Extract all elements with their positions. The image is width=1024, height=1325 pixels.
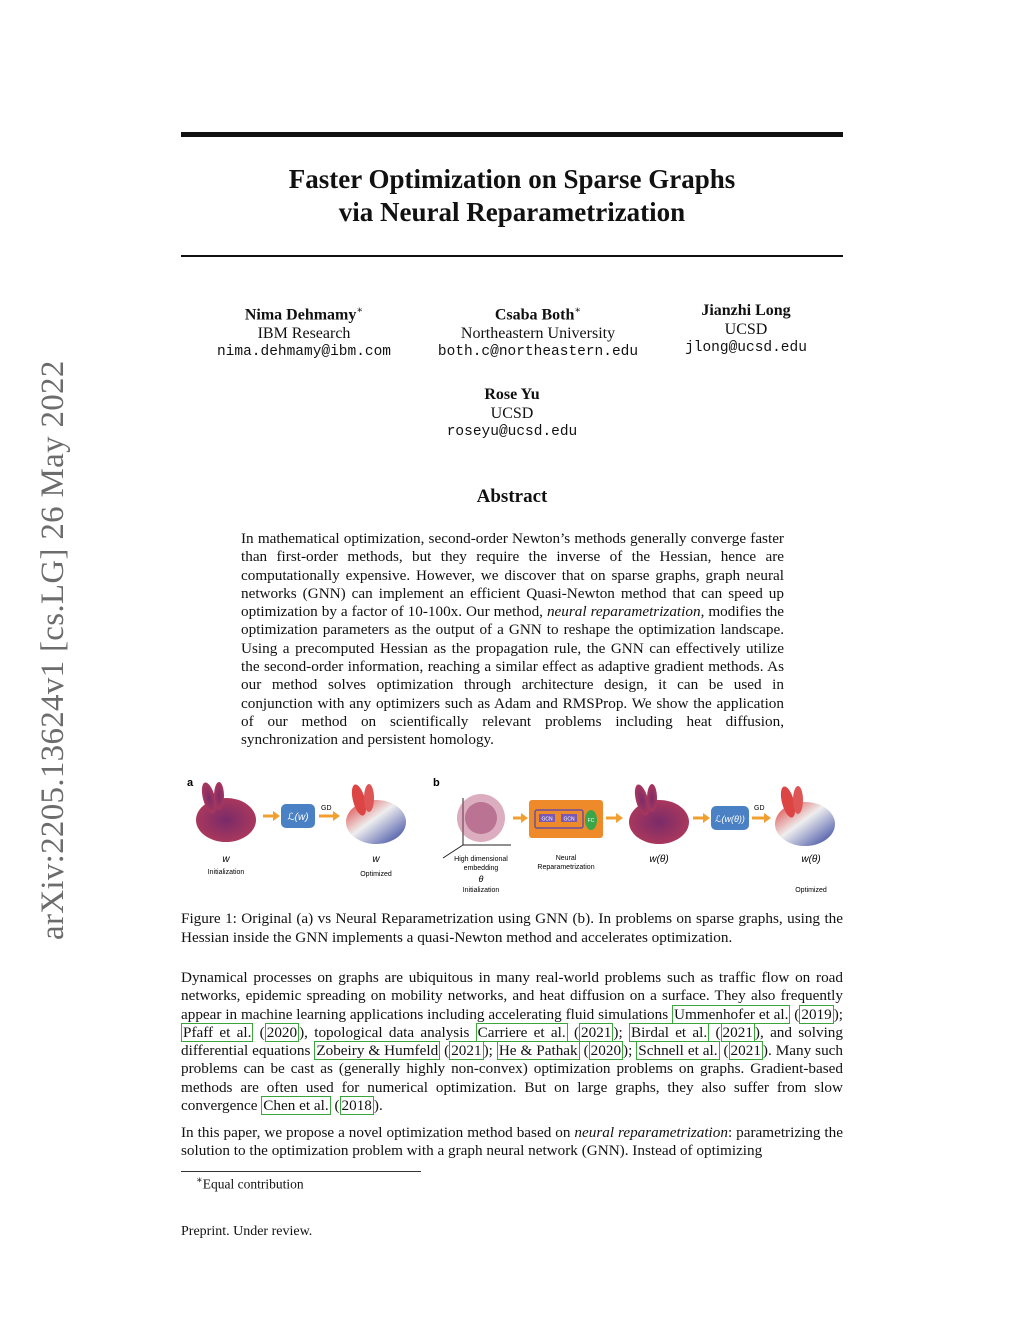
gd-label: GD bbox=[321, 805, 332, 812]
footnote-mark: ∗ bbox=[196, 1175, 203, 1186]
embedding-label: embedding bbox=[463, 865, 499, 872]
author-name: Nima Dehmamy bbox=[244, 306, 357, 324]
equal-contribution-mark: ∗ bbox=[574, 305, 582, 316]
optimized-label: Optimized bbox=[360, 871, 392, 878]
initialization-label: Initialization bbox=[462, 887, 500, 894]
gd-label: GD bbox=[754, 805, 765, 812]
w-symbol: w bbox=[222, 854, 230, 865]
text-run: , and solving differential equations bbox=[181, 1023, 843, 1060]
author-name: Csaba Both bbox=[494, 306, 575, 324]
neural-label: Reparametrization bbox=[537, 864, 595, 871]
author-email[interactable]: both.c@northeastern.edu bbox=[437, 344, 639, 361]
citation-link[interactable]: Zobeiry & Humfeld bbox=[316, 1042, 439, 1060]
abstract-part: In mathematical optimization, second-order Newton’s methods generally converge faster than first-order methods, but they require the inverse of the Hessian, hence are computationally expensive. However, we discover that on sparse graphs, graph neural networks (GNN) can implement an efficient Quasi-Newton method that can speed up optimization by a factor of 10-100x. Our method, bbox=[241, 530, 784, 621]
loss-label: ℒ(w(θ)) bbox=[715, 814, 745, 824]
arrow-icon bbox=[616, 813, 623, 823]
abstract-emphasis: neural reparametrization bbox=[546, 603, 701, 621]
citation-link[interactable]: Carriere et al. bbox=[477, 1023, 566, 1041]
text-run: : parametrizing the solution to the optimization problem with a graph neural network (GNN). Instead of optimizing bbox=[181, 1124, 843, 1160]
abstract-heading: Abstract bbox=[476, 486, 548, 507]
theta-symbol: θ bbox=[478, 874, 484, 884]
preprint-notice: Preprint. Under review. bbox=[181, 1224, 313, 1239]
w-symbol: w bbox=[372, 854, 380, 865]
text-run: . Many such problems can be cast as (generally highly non-convex) optimization problems on graphs. Gradient-based methods are often used for numerical optimization. But on large graphs, they also suffer from slow convergence bbox=[181, 1042, 843, 1115]
gcn-label: GCN bbox=[563, 816, 575, 823]
bunny-reparam-icon bbox=[629, 783, 689, 844]
citation-link[interactable]: Birdal et al. bbox=[630, 1023, 708, 1041]
text-run: Dynamical processes on graphs are ubiquitous in many real-world problems such as traffic flow on road networks, epidemic spreading on mobility networks, and heat diffusion on a surface. They also frequently appear in machine learning applications including accelerating fluid simulations bbox=[181, 969, 843, 1023]
author-block bbox=[412, 385, 612, 442]
arxiv-identifier: arXiv:2205.13624v1 [cs.LG] 26 May 2022 bbox=[35, 360, 71, 940]
figure-1 bbox=[181, 770, 843, 900]
bunny-initial-icon bbox=[196, 781, 256, 842]
author-affiliation: Northeastern University bbox=[460, 325, 616, 343]
citation-link[interactable]: Schnell et al. bbox=[638, 1042, 718, 1060]
title-line-2: via Neural Reparametrization bbox=[338, 197, 686, 227]
equal-contribution-mark: ∗ bbox=[356, 305, 364, 316]
panel-b-label: b bbox=[433, 777, 440, 789]
citation-year-link[interactable]: 2018 bbox=[341, 1097, 372, 1115]
author-affiliation: IBM Research bbox=[257, 325, 351, 343]
panel-a-label: a bbox=[187, 777, 194, 789]
embedding-cloud-icon bbox=[443, 794, 511, 858]
author-email[interactable]: roseyu@ucsd.edu bbox=[446, 424, 578, 440]
citation-year-link[interactable]: 2019 bbox=[801, 1005, 832, 1023]
abstract-text bbox=[241, 530, 784, 750]
emphasis-text: neural reparametrization bbox=[574, 1124, 728, 1141]
arrow-icon bbox=[521, 813, 528, 823]
fc-label: FC bbox=[587, 818, 595, 824]
optimized-label: Optimized bbox=[795, 887, 827, 894]
author-email[interactable]: nima.dehmamy@ibm.com bbox=[216, 344, 392, 361]
author-name: Jianzhi Long bbox=[701, 302, 791, 319]
footnote-text: Equal contribution bbox=[202, 1176, 304, 1192]
author-affiliation: UCSD bbox=[724, 321, 768, 338]
body-paragraph-1: Dynamical processes on graphs are ubiquitous in many real-world problems such as traffic flow on road networks, epidemic spreading on mobility networks, and heat diffusion on a surface. They also frequently appear in machine learning applications including accelerating fluid simulations Ummenhofer et al. ( 2019 ); Pfaff et al. ( 2020 ), topological data analysis Carriere et al. ( 2021 ); Birdal et al. ( 2021 ), and solving differential equations Zobeiry & Humfeld ( 2021 ); He & Pathak ( 2020 ); Schnell et al. ( 2021 ). Many such problems can be cast as (generally highly non-convex) optimization problems on graphs. Gradient-based methods are often used for numerical optimization. But on large graphs, they also suffer from slow convergence Chen et al. ( 2018 ). bbox=[181, 969, 843, 1115]
author-email[interactable]: jlong@ucsd.edu bbox=[685, 340, 807, 356]
arrow-icon bbox=[273, 811, 280, 821]
author-block bbox=[418, 301, 658, 362]
author-name: Rose Yu bbox=[484, 386, 540, 403]
author-block bbox=[666, 301, 826, 358]
citation-year-link[interactable]: 2021 bbox=[451, 1042, 482, 1060]
citation-link[interactable]: Chen et al. bbox=[263, 1097, 329, 1115]
arrow-icon bbox=[764, 813, 771, 823]
w-theta-symbol: w(θ) bbox=[801, 854, 821, 865]
citation-year-link[interactable]: 2020 bbox=[266, 1023, 298, 1041]
citation-link[interactable]: Ummenhofer et al. bbox=[674, 1005, 789, 1023]
body-paragraph-2 bbox=[181, 1124, 843, 1161]
text-run: , topological data analysis bbox=[304, 1023, 476, 1041]
initialization-label: Initialization bbox=[207, 869, 245, 876]
citation-link[interactable]: Pfaff et al. bbox=[183, 1023, 252, 1041]
author-affiliation: UCSD bbox=[490, 405, 534, 422]
author-block bbox=[204, 301, 404, 362]
title-line-1: Faster Optimization on Sparse Graphs bbox=[288, 164, 736, 194]
neural-label: Neural bbox=[555, 855, 577, 862]
citation-link[interactable]: He & Pathak bbox=[498, 1042, 578, 1060]
footnote-rule bbox=[181, 1171, 421, 1172]
arrow-icon bbox=[333, 811, 340, 821]
w-theta-symbol: w(θ) bbox=[649, 854, 669, 865]
bunny-optimized-icon bbox=[775, 785, 835, 846]
title-top-rule bbox=[181, 132, 843, 137]
citation-year-link[interactable]: 2020 bbox=[590, 1042, 622, 1060]
title-bottom-rule bbox=[181, 255, 843, 257]
embedding-label: High dimensional bbox=[454, 856, 508, 863]
figure-caption: Figure 1: Original (a) vs Neural Reparametrization using GNN (b). In problems on sparse graphs, using the Hessian inside the GNN implements a quasi-Newton method and accelerates optimization. bbox=[181, 910, 843, 946]
bunny-optimized-icon bbox=[346, 783, 406, 844]
citation-year-link[interactable]: 2021 bbox=[730, 1042, 761, 1060]
paper-title bbox=[181, 163, 843, 229]
loss-label: ℒ(w) bbox=[287, 812, 309, 823]
text-run: . bbox=[378, 1097, 383, 1115]
arrow-icon bbox=[703, 813, 710, 823]
citation-year-link[interactable]: 2021 bbox=[581, 1023, 612, 1041]
text-run: In this paper, we propose a novel optimization method based on bbox=[181, 1124, 575, 1141]
footnote bbox=[196, 1175, 304, 1193]
abstract-part: , modifies the optimization parameters as the output of a GNN to reshape the optimization landscape. Using a precomputed Hessian as the propagation rule, the GNN can effectively utilize the second-order information, reaching a similar effect as adaptive gradient methods. As our method solves optimization through architecture design, it can be used in conjunction with any optimizers such as Adam and RMSProp. We show the application of our method on scientifically relevant problems including heat diffusion, synchronization and persistent homology. bbox=[241, 603, 785, 749]
gcn-label: GCN bbox=[541, 816, 553, 823]
citation-year-link[interactable]: 2021 bbox=[722, 1023, 753, 1041]
